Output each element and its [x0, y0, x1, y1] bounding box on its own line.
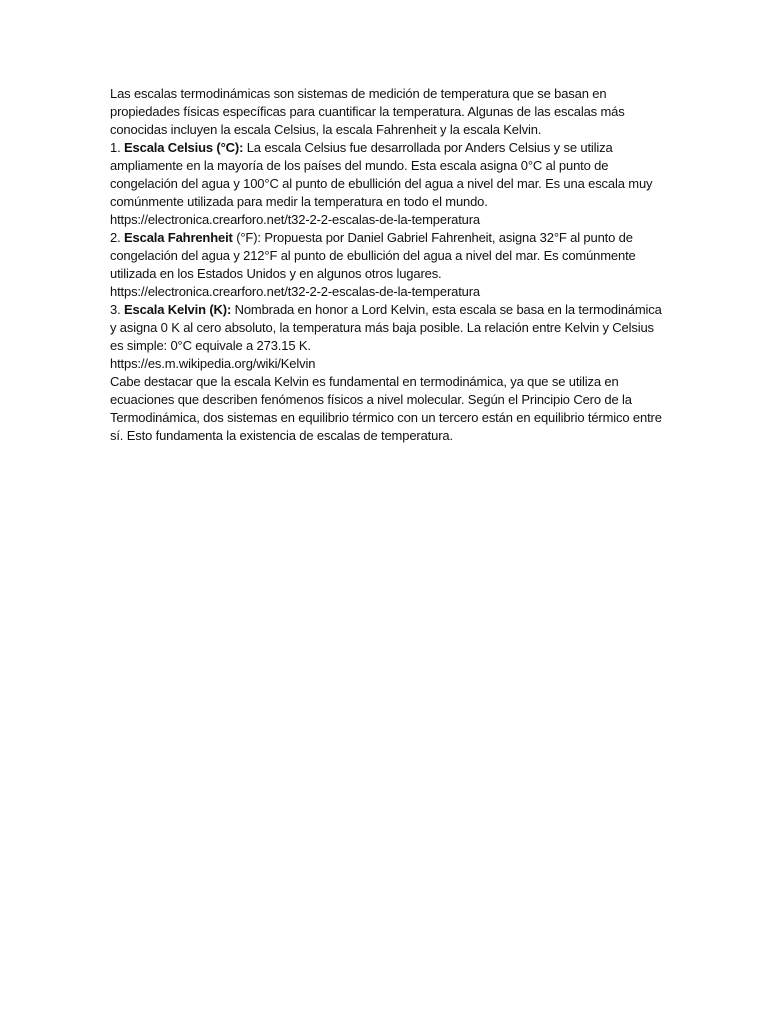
fahrenheit-heading: Escala Fahrenheit: [124, 230, 233, 245]
celsius-text: La escala Celsius fue desarrollada por Anders Celsius y se utiliza ampliamente en la mayoría de los países del mundo. Esta escala asigna 0°C al punto de congelación del agua y 100°C al punto de ebullición del agua a nivel del mar. Es una escala muy comúnmente utilizada para medir la temperatura en todo el mundo.: [110, 140, 653, 209]
fahrenheit-paragraph: [110, 229, 666, 283]
fahrenheit-source-link[interactable]: https://electronica.crearforo.net/t32-2-2-escalas-de-la-temperatura: [110, 284, 481, 299]
celsius-heading: Escala Celsius (°C):: [124, 140, 244, 155]
celsius-paragraph: [110, 139, 666, 211]
fahrenheit-text: (°F): Propuesta por Daniel Gabriel Fahrenheit, asigna 32°F al punto de congelación del agua y 212°F al punto de ebullición del agua a nivel del mar. Es comúnmente utilizada en los Estados Unidos y en algunos otros lugares.: [110, 230, 636, 281]
kelvin-heading: Escala Kelvin (K):: [124, 302, 232, 317]
conclusion-paragraph: Cabe destacar que la escala Kelvin es fundamental en termodinámica, ya que se utiliza en ecuaciones que describen fenómenos físicos a nivel molecular. Según el Principio Cero de la Termodinámica, dos sistemas en equilibrio térmico con un tercero están en equilibrio térmico entre sí. Esto fundamenta la existencia de escalas de temperatura.: [110, 374, 662, 443]
fahrenheit-number: 2.: [110, 230, 125, 245]
kelvin-text: Nombrada en honor a Lord Kelvin, esta escala se basa en la termodinámica y asigna 0 K al cero absoluto, la temperatura más baja posible. La relación entre Kelvin y Celsius es simple: 0°C equivale a 273.15 K.: [110, 302, 662, 353]
celsius-number: 1.: [110, 140, 125, 155]
document-page: [110, 85, 666, 445]
kelvin-source-link[interactable]: https://es.m.wikipedia.org/wiki/Kelvin: [110, 356, 316, 371]
kelvin-paragraph: [110, 301, 666, 355]
intro-paragraph: Las escalas termodinámicas son sistemas de medición de temperatura que se basan en propiedades físicas específicas para cuantificar la temperatura. Algunas de las escalas más conocidas incluyen la escala Celsius, la escala Fahrenheit y la escala Kelvin.: [110, 86, 625, 137]
kelvin-number: 3.: [110, 302, 125, 317]
celsius-source-link[interactable]: https://electronica.crearforo.net/t32-2-2-escalas-de-la-temperatura: [110, 212, 481, 227]
